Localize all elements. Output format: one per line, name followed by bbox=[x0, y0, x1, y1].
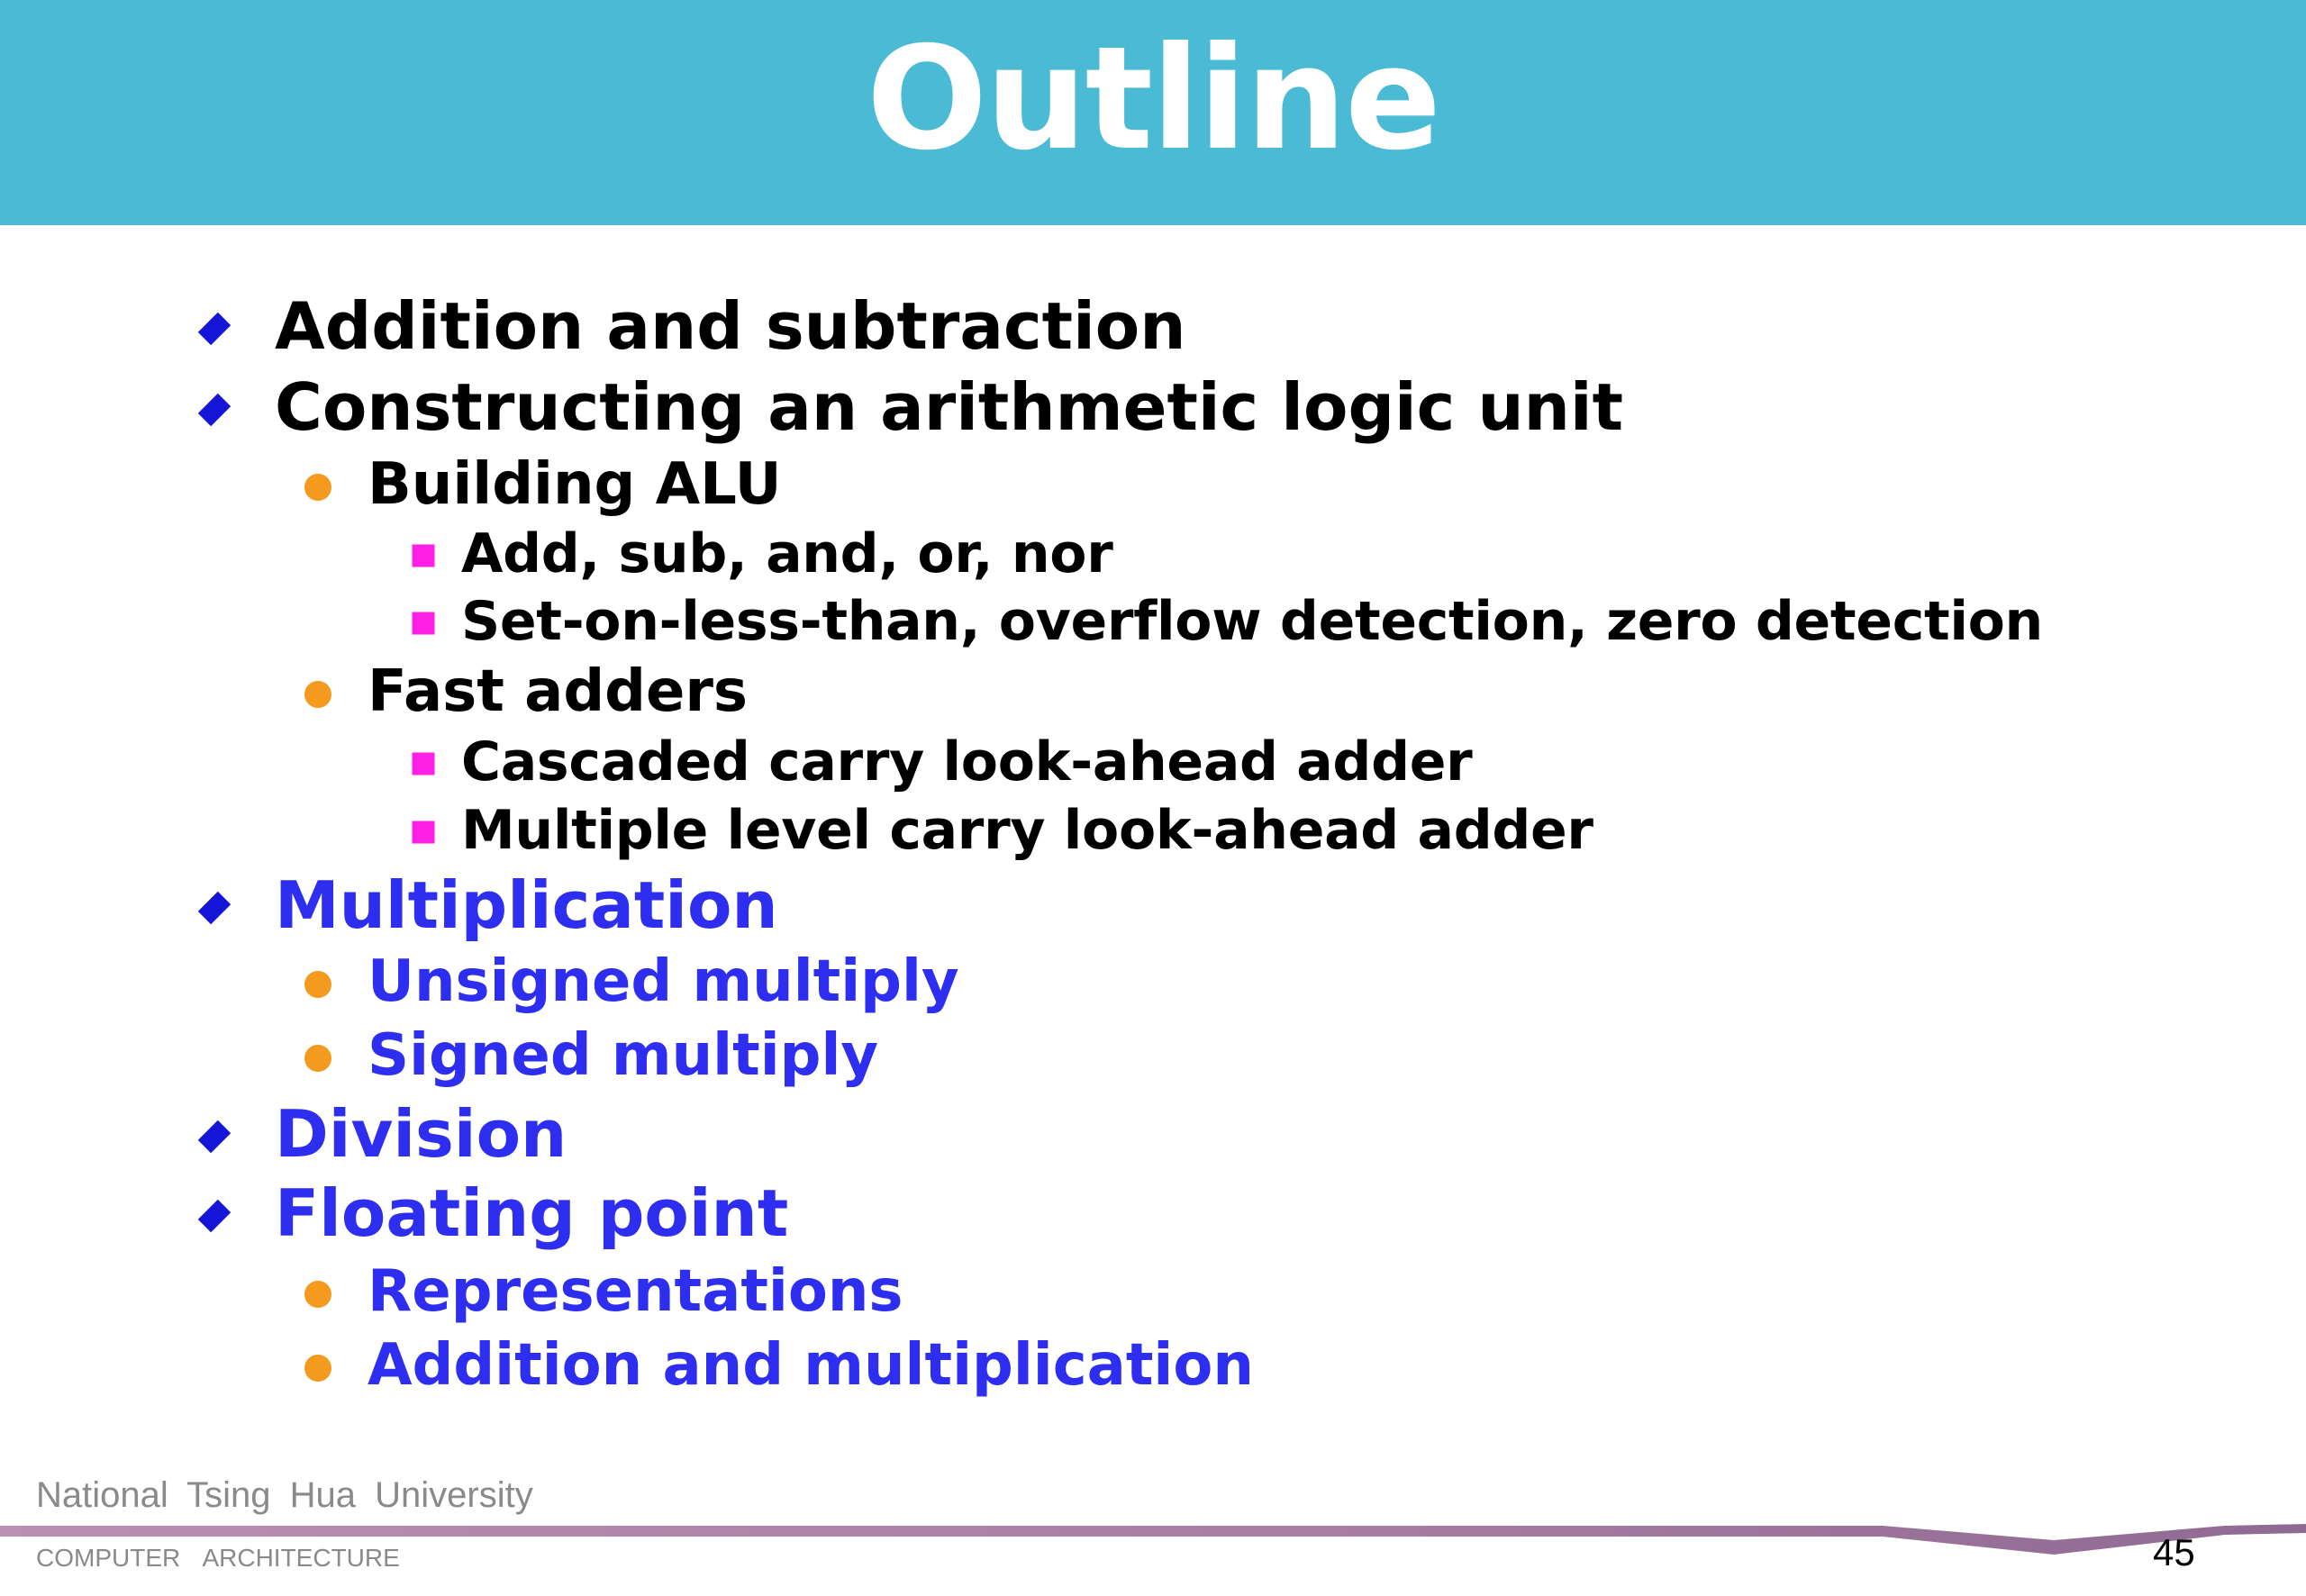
circle-bullet-icon bbox=[304, 1281, 331, 1308]
outline-item-multiplication: Multiplication bbox=[275, 867, 778, 943]
circle-bullet-icon bbox=[304, 681, 331, 708]
page-number: 45 bbox=[2153, 1531, 2195, 1573]
diamond-bullet-icon bbox=[198, 892, 231, 924]
diamond-bullet-icon bbox=[198, 313, 231, 345]
outline-subitem-signed-multiply: Signed multiply bbox=[368, 1022, 879, 1089]
outline-subsubitem-slt-overflow-zero: Set-on-less-than, overflow detection, zero detection bbox=[461, 590, 2043, 653]
outline-subsubitem-cascaded-cla: Cascaded carry look-ahead adder bbox=[461, 730, 1473, 793]
circle-bullet-icon bbox=[304, 1355, 331, 1382]
outline-item-constructing-alu: Constructing an arithmetic logic unit bbox=[275, 369, 1624, 445]
footer-department: COMPUTER ARCHITECTURE bbox=[36, 1544, 400, 1572]
diamond-bullet-icon bbox=[198, 394, 231, 426]
outline-item-addition-subtraction: Addition and subtraction bbox=[275, 288, 1186, 364]
square-bullet-icon bbox=[413, 821, 435, 844]
outline-subsubitem-multilevel-cla: Multiple level carry look-ahead adder bbox=[461, 799, 1593, 862]
footer-university: National Tsing Hua University bbox=[36, 1475, 533, 1515]
diamond-bullet-icon bbox=[198, 1200, 231, 1232]
outline-subitem-addition-multiplication: Addition and multiplication bbox=[368, 1332, 1254, 1399]
outline-subitem-representations: Representations bbox=[368, 1258, 903, 1325]
outline-subitem-unsigned-multiply: Unsigned multiply bbox=[368, 948, 959, 1015]
outline-item-division: Division bbox=[275, 1096, 567, 1172]
square-bullet-icon bbox=[413, 545, 435, 567]
outline-item-floating-point: Floating point bbox=[275, 1175, 789, 1251]
circle-bullet-icon bbox=[304, 474, 331, 501]
circle-bullet-icon bbox=[304, 1045, 331, 1072]
circle-bullet-icon bbox=[304, 971, 331, 998]
square-bullet-icon bbox=[413, 612, 435, 635]
slide-title: Outline bbox=[866, 16, 1440, 182]
outline-subitem-building-alu: Building ALU bbox=[368, 451, 782, 518]
outline-subsubitem-add-sub: Add, sub, and, or, nor bbox=[461, 522, 1113, 585]
diamond-bullet-icon bbox=[198, 1120, 231, 1153]
square-bullet-icon bbox=[413, 753, 435, 775]
outline-subitem-fast-adders: Fast adders bbox=[368, 658, 748, 725]
